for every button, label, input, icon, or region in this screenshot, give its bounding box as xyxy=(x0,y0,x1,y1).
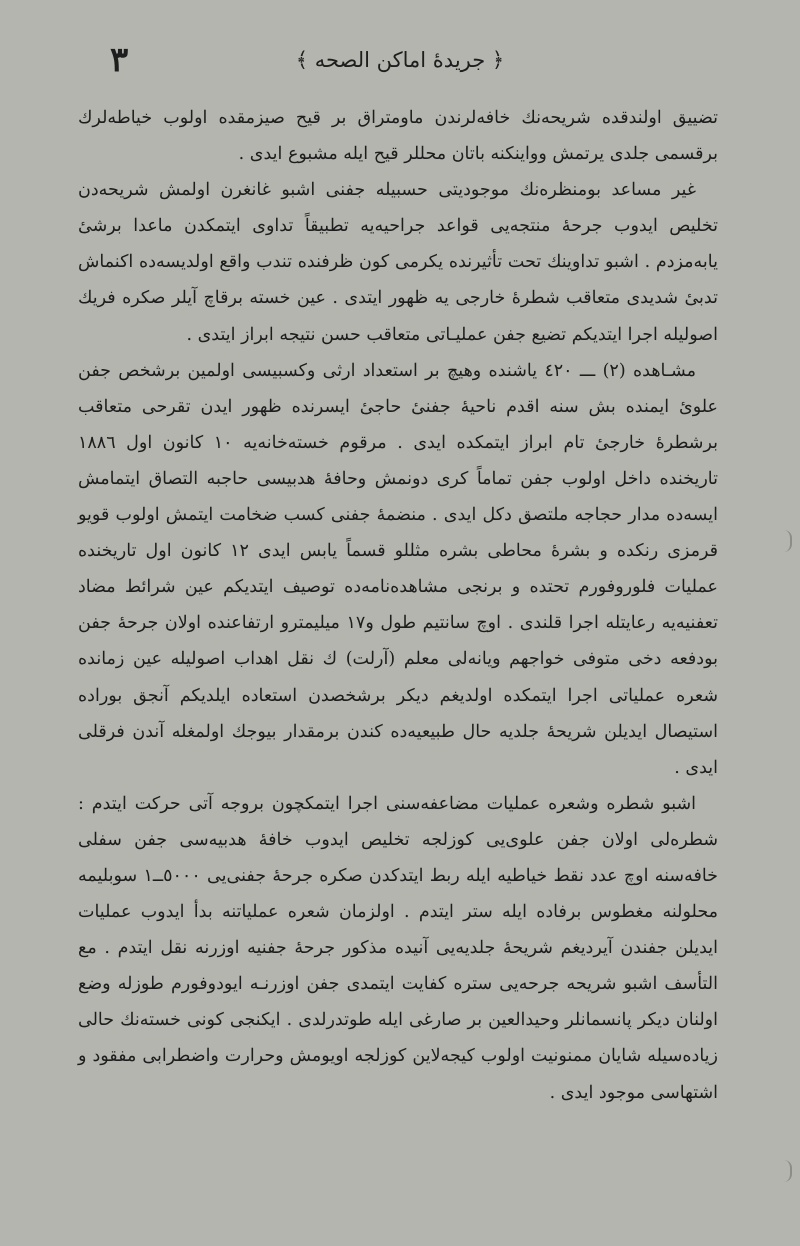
paragraph: تضييق اولندقده شريحه‌نك خافه‌لرندن ماومتراق بر قيح صيزمقده اولوب خياطه‌لرك برقسمی جلدی يرتمش وواينكنه باتان محللر قيح ايله مشبوع ايدی . xyxy=(78,108,718,165)
article-body xyxy=(78,100,718,1111)
page-edge-mark xyxy=(784,530,792,552)
paragraph: مشـاهده (٢) ـــ ٤٢٠ ياشنده وهيچ بر استعداد ارثی وكسبيسی اولمين برشخص جفن علویٔ ايمنده‌ بش سنه اقدم ناحيهٔ جفنیٔ حاجیٔ ايسرنده ظهور ايدن تقرحی متعاقب برشطرهٔ خارجیٔ تام ابراز ايتمكده ايدی . مرقوم خسته‌خانه‌يه ١٠ كانون اول ١٨٨٦ تاريخنده داخل اولوب جفن تماماً كری دونمش وحافهٔ هدبيسی حاجبه التصاق ايتمامش ايسه‌ده مدار حجاجه ملتصق دكل ايدی . منضمهٔ جفنی كسب ضخامت ايتمش اولوب قويو قرمزی رنكده و بشرهٔ محاطی بشره مثللو قسماً يابس ايدی ١٢ كانون اول تاريخنده عمليات فلوروفورم تحتده و برنجی مشاهده‌نامه‌ده توصيف ايتديكم عين شرائط مضاد تعفنيه‌يه رعايتله اجرا قلندی . اوچ سانتيم طول و١٧ ميليمترو ارتفاعنده اولان جرحهٔ جفن بودفعه دخی متوفی خواجهم ويانه‌لی معلم (آرلت) ك نقل اهداب اصوليله عين زمانده شعره عملياتی اجرا ايتمكده اولديغم ديكر برشخصدن استعاده ايلديكم آنجق بوراده استيصال ايديلن شريحهٔ جلديه حال طبيعيه‌ده كندن برمقدار بيوجك اولمغله آندن فرقلی ايدی . xyxy=(78,360,718,778)
page-header xyxy=(80,40,720,86)
page-edge-mark xyxy=(784,1160,792,1182)
paragraph: اشبو شطره وشعره عمليات مضاعفه‌سنی اجرا ايتمكچون بروجه آتی حركت ايتدم : شطره‌لی اولان جفن علوی‌يی كوزلجه تخليص ايدوب خافهٔ هدبيه‌سی جفن سفلی خافه‌سنه اوچ عدد نقط خياطيه ايله ربط ايتدكدن صكره جرحهٔ جفنی‌يی ٥٠٠٠ــ١ سوبليمه محلولنه مغطوس برفاده ايله ستر ايتدم . اولزمان شعره عملياتنه بدأ ايدوب عمليات ايديلن جفندن آيرديغم شريحهٔ جلديه‌يی آنيده مذكور جرحهٔ جفنيه اوزرنه نقل ايتدم . مع التأسف اشبو شريحه جرحه‌يی ستره كفايت ايتمدی جفن اوزرنـه ايودوفورم طوزله وضع اولنان ديكر پانسمانلر وحيدالعين بر صارغی ايله طوتدرلدی . ايكنجی كونی خسته‌نك حالی زياده‌سيله شايان ممنونيت اولوب كيجه‌لاين كوزلجه اويومش وحرارت واضطرابی مفقود و اشتهاسی موجود ايدی . xyxy=(78,793,718,1103)
running-title: ﴿ جريدهٔ اماكن الصحه ﴾ xyxy=(295,48,505,72)
paragraph: غير مساعد بومنظره‌نك موجوديتی حسبيله جفنی اشبو غانغرن اولمش شريحه‌دن تخليص ايدوب جرحهٔ منتجه‌يی قواعد جراحيه‌يه تطبيقاً تداوی ايتمكدن ماعدا برشیٔ يابه‌مزدم . اشبو تداوينك تحت تأثيرنده يكرمی كون ظرفنده تندب واقع اولديسه‌ده اكنماش تدبیٔ شديدی متعاقب شطرهٔ خارجی يه ظهور ايتدی . عين خسته برقاچ آيلر صكره فريك اصوليله اجرا ايتديكم تضيع جفن عمليـاتی متعاقب حسن نتيجه ابراز ايتدی . xyxy=(78,180,718,345)
page-number: ٣ xyxy=(110,40,129,80)
